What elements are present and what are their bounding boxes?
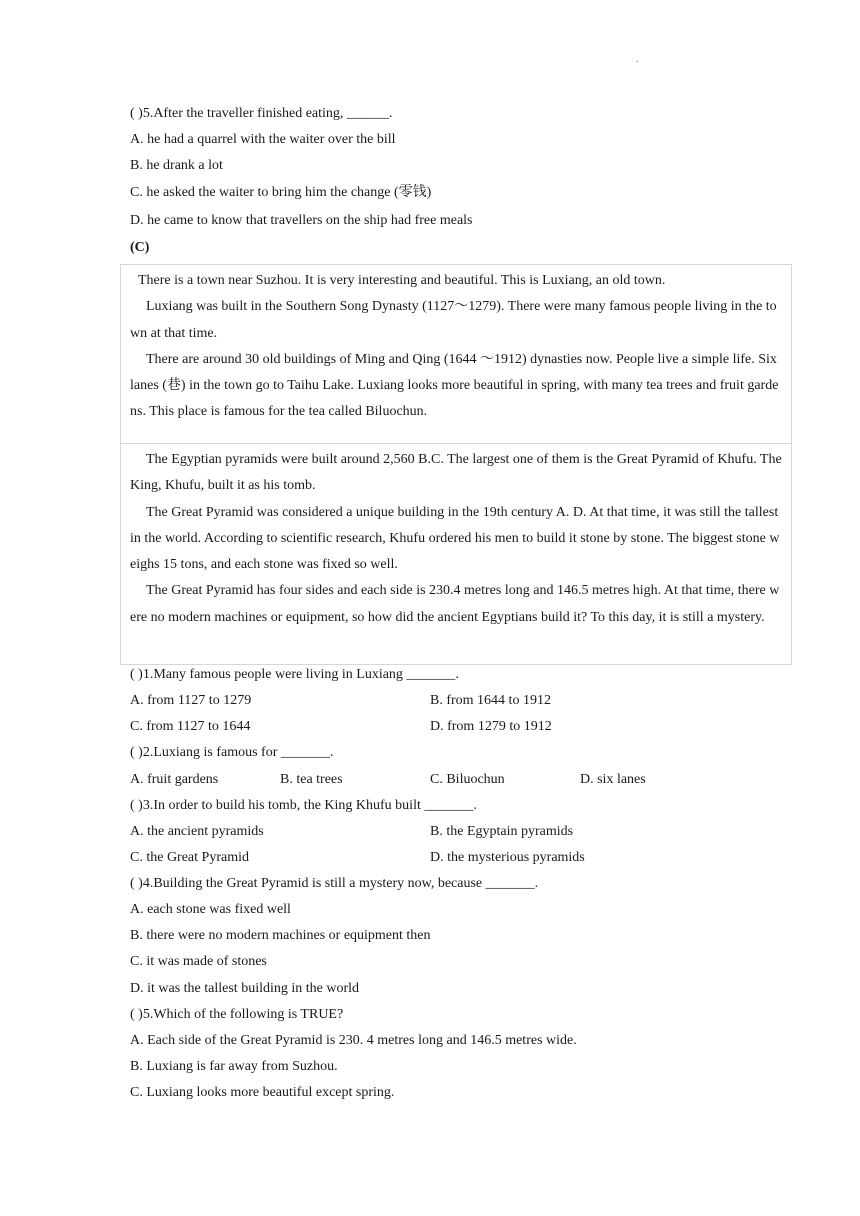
prev-option-a: A. he had a quarrel with the waiter over the bill xyxy=(130,132,396,147)
passage-paragraph: The Great Pyramid was considered a unique building in the 19th century A. D. At that time, it was still the tallest in the world. According to scientific research, Khufu ordered his men to build it stone by stone. The biggest stone weighs 15 tons, and each stone was fixed so well. xyxy=(130,504,780,573)
question-2: ( )2.Luxiang is famous for _______. xyxy=(130,745,334,760)
passage-paragraph: The Great Pyramid has four sides and each side is 230.4 metres long and 146.5 metres high. At that time, there were no modern machines or equipment, so how did the ancient Egyptians build it? To this day, it is still a mystery. xyxy=(130,583,780,625)
passage-luxiang xyxy=(120,264,792,444)
q5-option-a: A. Each side of the Great Pyramid is 230. 4 metres long and 146.5 metres wide. xyxy=(130,1033,577,1048)
q4-option-a: A. each stone was fixed well xyxy=(130,902,291,917)
q4-option-c: C. it was made of stones xyxy=(130,954,267,969)
q2-option-d: D. six lanes xyxy=(580,772,646,787)
passage-paragraph: There is a town near Suzhou. It is very interesting and beautiful. This is Luxiang, an old town. xyxy=(138,273,666,288)
section-label: (C) xyxy=(130,240,150,255)
prev-question-5: ( )5.After the traveller finished eating, ______. xyxy=(130,106,393,121)
header-mark: . xyxy=(636,54,639,65)
prev-option-d: D. he came to know that travellers on the ship had free meals xyxy=(130,213,473,228)
q1-option-a: A. from 1127 to 1279 xyxy=(130,693,252,708)
question-5: ( )5.Which of the following is TRUE? xyxy=(130,1007,344,1022)
passage-pyramid xyxy=(120,443,792,665)
prev-option-c: C. he asked the waiter to bring him the change (零钱) xyxy=(130,185,432,200)
q3-option-b: B. the Egyptain pyramids xyxy=(430,824,574,839)
q2-option-a: A. fruit gardens xyxy=(130,772,219,787)
passage-paragraph: There are around 30 old buildings of Ming and Qing (1644 ～1912) dynasties now. People live a simple life. Six lanes (巷) in the town go to Taihu Lake. Luxiang looks more beautiful in spring, with many tea trees and fruit gardens. This place is famous for the tea called Biluochun. xyxy=(130,351,779,420)
prev-option-b: B. he drank a lot xyxy=(130,158,223,173)
q3-option-d: D. the mysterious pyramids xyxy=(430,850,585,865)
q3-option-c: C. the Great Pyramid xyxy=(130,850,249,865)
q4-option-b: B. there were no modern machines or equipment then xyxy=(130,928,431,943)
q2-option-c: C. Biluochun xyxy=(430,772,505,787)
passage-paragraph: Luxiang was built in the Southern Song Dynasty (1127～1279). There were many famous people living in the town at that time. xyxy=(130,299,777,341)
q4-option-d: D. it was the tallest building in the world xyxy=(130,981,360,996)
question-3: ( )3.In order to build his tomb, the King Khufu built _______. xyxy=(130,798,477,813)
question-4: ( )4.Building the Great Pyramid is still a mystery now, because _______. xyxy=(130,876,539,891)
q1-option-c: C. from 1127 to 1644 xyxy=(130,719,251,734)
q3-option-a: A. the ancient pyramids xyxy=(130,824,264,839)
q5-option-c: C. Luxiang looks more beautiful except spring. xyxy=(130,1085,395,1100)
question-1: ( )1.Many famous people were living in Luxiang _______. xyxy=(130,667,459,682)
q2-option-b: B. tea trees xyxy=(280,772,343,787)
q5-option-b: B. Luxiang is far away from Suzhou. xyxy=(130,1059,338,1074)
q1-option-b: B. from 1644 to 1912 xyxy=(430,693,551,708)
passage-paragraph: The Egyptian pyramids were built around 2,560 B.C. The largest one of them is the Great Pyramid of Khufu. The King, Khufu, built it as his tomb. xyxy=(130,452,782,494)
q1-option-d: D. from 1279 to 1912 xyxy=(430,719,552,734)
